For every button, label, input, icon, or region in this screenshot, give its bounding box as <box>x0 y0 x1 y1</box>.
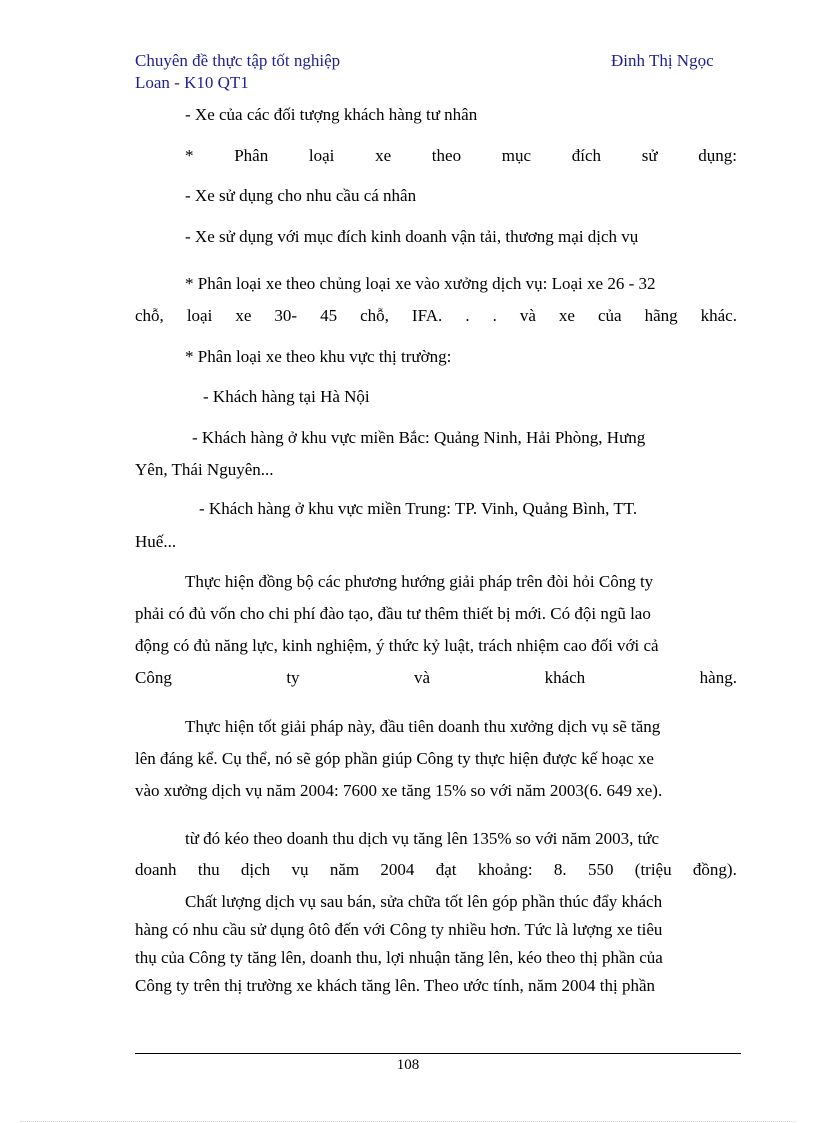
text-line: Thực hiện tốt giải pháp này, đầu tiên doanh thu xưởng dịch vụ sẽ tăng <box>185 717 661 736</box>
text-line: từ đó kéo theo doanh thu dịch vụ tăng lên 135% so với năm 2003, tức <box>185 829 660 848</box>
word: đích <box>571 146 602 165</box>
word: 45 <box>320 306 338 325</box>
word: khách <box>544 668 586 687</box>
text-line: - Xe sử dụng với mục đích kinh doanh vận tải, thương mại dịch vụ <box>185 227 639 246</box>
text-line-justified <box>135 859 737 880</box>
word: theo <box>431 146 462 165</box>
text-line: Yên, Thái Nguyên... <box>135 460 274 479</box>
word: hãng <box>644 306 678 325</box>
word: xe <box>558 306 575 325</box>
text-line: - Khách hàng ở khu vực miền Bắc: Quảng Ninh, Hải Phòng, Hưng <box>192 428 646 447</box>
text-line-justified <box>135 667 737 688</box>
page-number: 108 <box>396 1057 420 1073</box>
word: (triệu <box>634 860 672 879</box>
footer-rule <box>135 1053 741 1054</box>
text-line: thụ của Công ty tăng lên, doanh thu, lợi nhuận tăng lên, kéo theo thị phần của <box>135 948 663 967</box>
word: đạt <box>435 860 457 879</box>
header-title: Chuyên đề thực tập tốt nghiệp <box>135 51 341 70</box>
text-line: * Phân loại xe theo chủng loại xe vào xưởng dịch vụ: Loại xe 26 - 32 <box>185 274 656 293</box>
page-bottom-dotted-edge <box>20 1121 796 1122</box>
text-line-justified <box>135 305 737 326</box>
text-line: Thực hiện đồng bộ các phương hướng giải pháp trên đòi hỏi Công ty <box>185 572 654 591</box>
word: xe <box>235 306 252 325</box>
word: * <box>185 146 194 165</box>
word: vụ <box>291 860 309 879</box>
word: Phân <box>234 146 269 165</box>
text-line: Huế... <box>135 532 177 551</box>
word: chỗ, <box>360 306 389 325</box>
word: đồng). <box>692 860 737 879</box>
text-line: động có đủ năng lực, kinh nghiệm, ý thức kỷ luật, trách nhiệm cao đối với cả <box>135 636 659 655</box>
text-line: Công ty trên thị trường xe khách tăng lên. Theo ước tính, năm 2004 thị phần <box>135 976 656 995</box>
word: . <box>465 306 470 325</box>
text-line: - Khách hàng tại Hà Nội <box>203 387 370 406</box>
word: 2004 <box>380 860 415 879</box>
word: 30- <box>274 306 298 325</box>
text-line: vào xưởng dịch vụ năm 2004: 7600 xe tăng 15% so với năm 2003(6. 649 xe). <box>135 781 663 800</box>
word: doanh <box>135 860 177 879</box>
word: khoảng: <box>477 860 533 879</box>
text-line: phải có đủ vốn cho chi phí đào tạo, đầu tư thêm thiết bị mới. Có đội ngũ lao <box>135 604 651 623</box>
word: thu <box>197 860 220 879</box>
word: mục <box>501 146 532 165</box>
word: dụng: <box>698 146 737 165</box>
word: sử <box>641 146 658 165</box>
word: loại <box>186 306 213 325</box>
word: ty <box>286 668 300 687</box>
word: xe <box>375 146 392 165</box>
text-line: - Khách hàng ở khu vực miền Trung: TP. Vinh, Quảng Bình, TT. <box>199 499 638 518</box>
word: loại <box>308 146 335 165</box>
header-author-continued: Loan - K10 QT1 <box>135 73 249 92</box>
word: và <box>519 306 536 325</box>
word: chỗ, <box>135 306 164 325</box>
word: IFA. <box>411 306 443 325</box>
text-line: - Xe sử dụng cho nhu cầu cá nhân <box>185 186 417 205</box>
word: năm <box>329 860 360 879</box>
word: 550 <box>587 860 614 879</box>
word: khác. <box>700 306 737 325</box>
word: 8. <box>553 860 567 879</box>
text-line: * Phân loại xe theo khu vực thị trường: <box>185 347 452 366</box>
text-line: hàng có nhu cầu sử dụng ôtô đến với Công ty nhiều hơn. Tức là lượng xe tiêu <box>135 920 663 939</box>
word: của <box>597 306 622 325</box>
header-author: Đinh Thị Ngọc <box>611 51 714 70</box>
word: . <box>492 306 497 325</box>
word: hàng. <box>699 668 737 687</box>
text-line: Chất lượng dịch vụ sau bán, sửa chữa tốt lên góp phần thúc đẩy khách <box>185 892 663 911</box>
text-line: lên đáng kể. Cụ thể, nó sẽ góp phần giúp Công ty thực hiện được kế hoạc xe <box>135 749 654 768</box>
word: và <box>414 668 431 687</box>
word: dịch <box>240 860 271 879</box>
text-line: - Xe của các đối tượng khách hàng tư nhân <box>185 105 478 124</box>
word: Công <box>135 668 172 687</box>
text-line-justified <box>185 145 737 166</box>
